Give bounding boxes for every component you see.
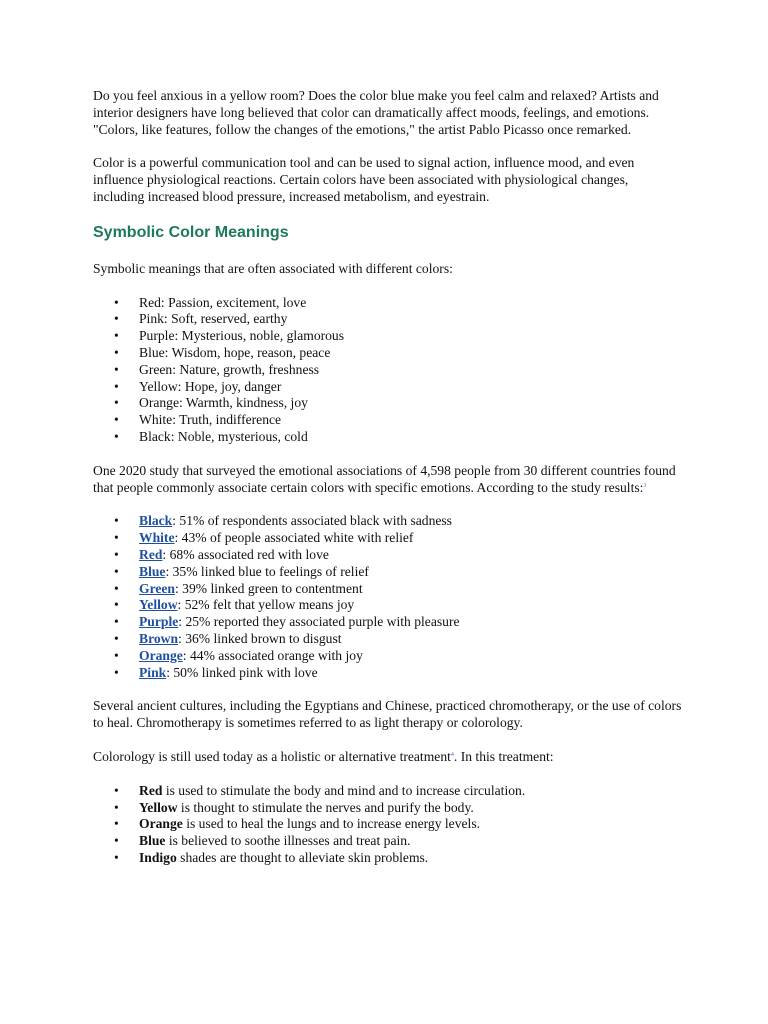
- bullet-icon: •: [114, 580, 119, 596]
- bullet-icon: •: [114, 513, 119, 529]
- bullet-icon: •: [114, 664, 119, 680]
- colorology-paragraph: Colorology is still used today as a holistic or alternative treatment$^4$. In this treatment:: [93, 748, 554, 764]
- bullet-icon: •: [114, 428, 119, 444]
- color-link-pink[interactable]: Pink: [139, 664, 167, 680]
- bullet-icon: •: [114, 546, 119, 562]
- bullet-icon: •: [114, 849, 119, 865]
- list-item: • Red: 68% associated red with love: [114, 546, 329, 562]
- symbolic-meanings-list: [93, 295, 683, 446]
- bullet-icon: •: [114, 816, 119, 832]
- bullet-icon: •: [114, 630, 119, 646]
- treatment-term: Yellow: [139, 799, 178, 815]
- intro-paragraph: Do you feel anxious in a yellow room? Does the color blue make you feel calm and relaxed? Artists and interior designers have long believed that color can dramatically affect moods, feelings, and emotions. "Colors, like features, follow the changes of the emotions," the artist Pablo Picasso once remarked.: [93, 88, 659, 137]
- bullet-icon: •: [114, 344, 119, 360]
- list-item: • Indigo shades are thought to alleviate skin problems.: [114, 849, 429, 865]
- bullet-icon: •: [114, 294, 119, 310]
- list-item: • Orange: 44% associated orange with joy: [114, 647, 363, 663]
- citation-link[interactable]: 3: [643, 482, 647, 489]
- list-item: • Blue is believed to soothe illnesses and treat pain.: [114, 833, 411, 849]
- list-item: • Blue: Wisdom, hope, reason, peace: [114, 344, 331, 360]
- section-lead: Symbolic meanings that are often associated with different colors:: [93, 260, 453, 276]
- bullet-icon: •: [114, 328, 119, 344]
- bullet-icon: •: [114, 361, 119, 377]
- color-link-orange[interactable]: Orange: [139, 647, 183, 663]
- bullet-icon: •: [114, 597, 119, 613]
- document-page: [93, 88, 683, 884]
- list-item: • Blue: 35% linked blue to feelings of relief: [114, 563, 369, 579]
- treatment-term: Indigo: [139, 849, 177, 865]
- color-link-blue[interactable]: Blue: [139, 563, 166, 579]
- intro-paragraph: Color is a powerful communication tool and can be used to signal action, influence mood, and even influence physiological reactions. Certain colors have been associated with physiological changes, including increased blood pressure, increased metabolism, and eyestrain.: [93, 155, 635, 204]
- list-item: • Orange: Warmth, kindness, joy: [114, 395, 308, 411]
- list-item: • Purple: 25% reported they associated purple with pleasure: [114, 614, 460, 630]
- bullet-icon: •: [114, 833, 119, 849]
- treatment-term: Blue: [139, 833, 166, 849]
- color-link-black[interactable]: Black: [139, 513, 173, 529]
- bullet-icon: •: [114, 799, 119, 815]
- bullet-icon: •: [114, 530, 119, 546]
- color-link-red[interactable]: Red: [139, 546, 163, 562]
- list-item: • Black: Noble, mysterious, cold: [114, 428, 308, 444]
- bullet-icon: •: [114, 563, 119, 579]
- bullet-icon: •: [114, 782, 119, 798]
- chromotherapy-paragraph: Several ancient cultures, including the Egyptians and Chinese, practiced chromotherapy, or the use of colors to heal. Chromotherapy is sometimes referred to as light therapy or colorology.: [93, 698, 682, 731]
- list-item: • Yellow is thought to stimulate the nerves and purify the body.: [114, 799, 474, 815]
- bullet-icon: •: [114, 395, 119, 411]
- list-item: • Purple: Mysterious, noble, glamorous: [114, 328, 345, 344]
- bullet-icon: •: [114, 647, 119, 663]
- bullet-icon: •: [114, 412, 119, 428]
- list-item: • Green: 39% linked green to contentment: [114, 580, 363, 596]
- bullet-icon: •: [114, 311, 119, 327]
- list-item: • Orange is used to heal the lungs and to increase energy levels.: [114, 816, 481, 832]
- list-item: • Red: Passion, excitement, love: [114, 294, 307, 310]
- study-results-list: [93, 513, 683, 681]
- treatment-term: Orange: [139, 816, 183, 832]
- list-item: • Yellow: 52% felt that yellow means joy: [114, 597, 355, 613]
- color-link-purple[interactable]: Purple: [139, 614, 179, 630]
- color-link-yellow[interactable]: Yellow: [139, 597, 178, 613]
- list-item: • Black: 51% of respondents associated black with sadness: [114, 513, 452, 529]
- bullet-icon: •: [114, 378, 119, 394]
- treatment-term: Red: [139, 782, 163, 798]
- list-item: • White: 43% of people associated white with relief: [114, 530, 414, 546]
- color-link-green[interactable]: Green: [139, 580, 175, 596]
- bullet-icon: •: [114, 614, 119, 630]
- color-link-brown[interactable]: Brown: [139, 630, 179, 646]
- color-link-white[interactable]: White: [139, 530, 175, 546]
- list-item: • Yellow: Hope, joy, danger: [114, 378, 282, 394]
- list-item: • Green: Nature, growth, freshness: [114, 361, 320, 377]
- treatment-list: [93, 783, 683, 867]
- list-item: • White: Truth, indifference: [114, 412, 282, 428]
- list-item: • Brown: 36% linked brown to disgust: [114, 630, 342, 646]
- list-item: • Pink: 50% linked pink with love: [114, 664, 318, 680]
- list-item: • Red is used to stimulate the body and mind and to increase circulation.: [114, 782, 526, 798]
- list-item: • Pink: Soft, reserved, earthy: [114, 311, 288, 327]
- study-paragraph: One 2020 study that surveyed the emotional associations of 4,598 people from 30 different countries found that people commonly associate certain colors with specific emotions. According to the study results:$^3$: [93, 462, 676, 495]
- citation-link[interactable]: 4: [450, 751, 454, 758]
- section-heading: Symbolic Color Meanings: [93, 223, 289, 241]
